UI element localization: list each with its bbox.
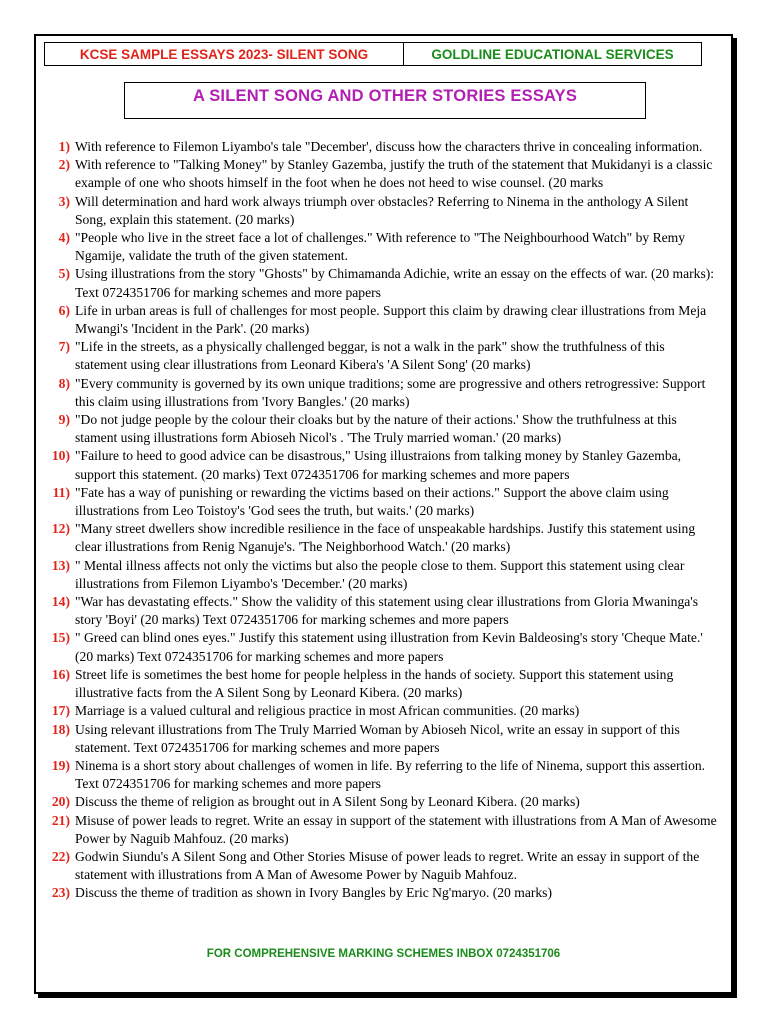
question-text: Will determination and hard work always triumph over obstacles? Referring to Ninema in the anthology A Silent Song, explain this statement. (20 marks): [75, 193, 689, 227]
question-number: 15): [51, 630, 70, 646]
question-text: "Many street dwellers show incredible resilience in the face of unspeakable hardships. Justify this statement using clear illustrations from Renig Nganuje's. 'The Neighborhood Watch.' (20 marks): [75, 521, 696, 555]
question-item: [42, 721, 720, 757]
question-text: Godwin Siundu's A Silent Song and Other Stories Misuse of power leads to regret. Write an essay in support of the statement with illustrations from A Man of Awesome Power by Naguib Mahfouz.: [75, 848, 700, 883]
question-number: 14): [51, 594, 70, 610]
question-number: 18): [51, 721, 70, 737]
question-number: 4): [58, 230, 70, 246]
question-item: [42, 884, 720, 902]
question-list: [42, 138, 720, 903]
footer-note: FOR COMPREHENSIVE MARKING SCHEMES INBOX 0724351706: [206, 948, 561, 960]
question-text: Misuse of power leads to regret. Write an essay in support of the statement with illustrations from A Man of Awesome Power by Naguib Mahfouz. (20 marks): [75, 812, 717, 846]
question-item: [42, 156, 720, 192]
question-item: [42, 193, 720, 229]
question-number: 6): [58, 302, 70, 318]
question-text: Discuss the theme of tradition as shown in Ivory Bangles by Eric Ng'maryo. (20 marks): [75, 885, 553, 901]
question-text: "War has devastating effects." Show the validity of this statement using clear illustrations from Gloria Mwaninga's story 'Boyi' (20 marks) Text 0724351706 for marking schemes and more papers: [75, 594, 699, 628]
question-item: [42, 338, 720, 374]
question-item: [42, 793, 720, 811]
question-number: 22): [51, 848, 70, 864]
question-item: [42, 593, 720, 629]
question-item: [42, 666, 720, 702]
question-text: Using relevant illustrations from The Truly Married Woman by Abioseh Nicol, write an essay in support of this statement. Text 0724351706 for marking schemes and more papers: [75, 721, 680, 755]
question-item: [42, 702, 720, 720]
question-item: [42, 757, 720, 793]
question-number: 9): [58, 412, 70, 428]
question-number: 7): [58, 339, 70, 355]
question-item: [42, 484, 720, 520]
question-number: 5): [58, 266, 70, 282]
question-number: 2): [58, 157, 70, 173]
question-text: Life in urban areas is full of challenges for most people. Support this claim by drawing clear illustrations from Meja Mwangi's 'Incident in the Park'. (20 marks): [75, 302, 707, 337]
question-number: 20): [51, 794, 70, 810]
question-number: 17): [51, 703, 70, 719]
question-text: Discuss the theme of religion as brought out in A Silent Song by Leonard Kibera. (20 marks): [75, 794, 580, 810]
question-text: With reference to "Talking Money" by Stanley Gazemba, justify the truth of the statement that Mukidanyi is a classic example of one who shoots himself in the foot when he does not heed to wise counsel. (20 marks: [75, 157, 713, 191]
question-item: [42, 411, 720, 447]
question-number: 10): [51, 448, 70, 464]
question-item: [42, 138, 720, 156]
question-number: 12): [51, 521, 70, 537]
question-text: " Mental illness affects not only the victims but also the people close to them. Support this statement using clear illustrations from Filemon Liyambo's 'December.' (20 marks): [75, 557, 685, 591]
question-number: 23): [51, 885, 70, 901]
question-item: [42, 629, 720, 665]
question-number: 8): [58, 375, 70, 391]
question-text: Using illustrations from the story "Ghosts" by Chimamanda Adichie, write an essay on the effects of war. (20 marks): Text 0724351706 for marking schemes and more papers: [75, 266, 715, 300]
question-text: "Life in the streets, as a physically challenged beggar, is not a walk in the park" show the truthfulness of this statement using clear illustrations from Leonard Kibera's 'A Silent Song' (20 marks): [75, 339, 665, 373]
question-item: [42, 265, 720, 301]
question-text: Street life is sometimes the best home for people helpless in the hands of society. Support this statement using illustrative facts from the A Silent Song by Leonard Kibera. (20 marks): [75, 666, 674, 701]
question-text: "Fate has a way of punishing or rewarding the victims based on their actions." Support the above claim using illustrations from Leo Toistoy's 'God sees the truth, but waits.' (20 marks): [75, 484, 669, 519]
question-text: Marriage is a valued cultural and religious practice in most African communities. (20 marks): [75, 703, 580, 719]
question-number: 21): [51, 812, 70, 828]
header-exam-title: KCSE SAMPLE ESSAYS 2023- SILENT SONG: [45, 43, 404, 65]
question-text: "Failure to heed to good advice can be disastrous," Using illustraions from talking money by Stanley Gazemba, support this statement. (20 marks) Text 0724351706 for marking schemes and more papers: [75, 448, 682, 482]
header-publisher: GOLDLINE EDUCATIONAL SERVICES: [431, 46, 674, 62]
document-title: A SILENT SONG AND OTHER STORIES ESSAYS: [124, 82, 646, 119]
question-text: "Every community is governed by its own unique traditions; some are progressive and others retrogressive: Support this claim using illustrations from 'Ivory Bangles.' (20 marks): [75, 375, 706, 409]
question-item: [42, 557, 720, 593]
question-text: With reference to Filemon Liyambo's tale "December', discuss how the characters thrive in concealing information.: [75, 139, 703, 154]
document-page: [34, 34, 733, 994]
question-item: [42, 302, 720, 338]
question-text: "People who live in the street face a lot of challenges." With reference to "The Neighbourhood Watch" by Remy Ngamije, validate the truth of the given statement.: [75, 230, 686, 264]
question-text: Ninema is a short story about challenges of women in life. By referring to the life of Ninema, support this assertion. Text 0724351706 for marking schemes and more papers: [75, 757, 706, 792]
question-number: 3): [58, 193, 70, 209]
question-number: 13): [51, 557, 70, 573]
question-item: [42, 848, 720, 884]
question-text: " Greed can blind ones eyes." Justify this statement using illustration from Kevin Baldeosing's story 'Cheque Mate.' (20 marks) Text 0724351706 for marking schemes and more papers: [75, 630, 703, 664]
header-bar: [44, 42, 702, 66]
question-item: [42, 812, 720, 848]
question-item: [42, 229, 720, 265]
question-number: 19): [51, 757, 70, 773]
question-number: 1): [58, 139, 70, 154]
question-number: 11): [52, 484, 70, 500]
question-item: [42, 375, 720, 411]
question-text: "Do not judge people by the colour their cloaks but by the nature of their actions.' Show the truthfulness at this stament using illustrations form Abioseh Nicol's . 'The Truly married woman.' (20 marks): [75, 412, 677, 446]
question-number: 16): [51, 666, 70, 682]
question-item: [42, 447, 720, 483]
question-item: [42, 520, 720, 556]
